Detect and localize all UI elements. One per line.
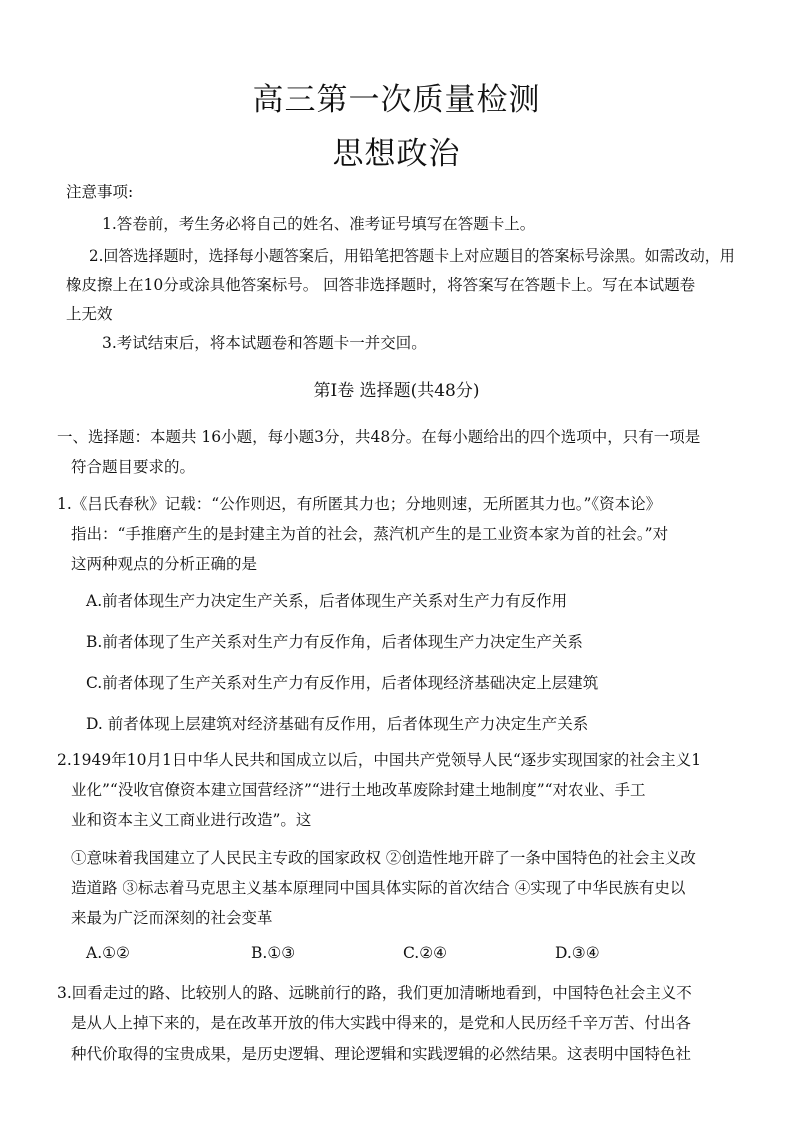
q2-option-c: C.②④ — [403, 944, 448, 962]
q2-option-d: D.③④ — [555, 944, 600, 962]
q2-line-2: 业化”“没收官僚资本建立国营经济”“进行土地改革废除封建土地制度”“对农业、手工 — [71, 781, 646, 799]
notice-item-1: 1.答卷前，考生务必将自己的姓名、准考证号填写在答题卡上。 — [102, 215, 536, 233]
q1-line-2: 指出：“手推磨产生的是封建主为首的社会，蒸汽机产生的是工业资本家为首的社会。”对 — [71, 525, 669, 543]
q2-option-a: A.①② — [86, 944, 130, 962]
notice-item-3: 3.考试结束后，将本试题卷和答题卡一并交回。 — [102, 334, 427, 352]
notice-item-2-line-3: 上无效 — [66, 305, 113, 323]
q1-line-1: 1.《吕氏春秋》记载：“公作则迟，有所匿其力也；分地则速，无所匿其力也。”《资本论》 — [57, 495, 662, 513]
notice-item-2-line-2: 橡皮擦上在10分或涂具他答案标号。 回答非选择题时，将答案写在答题卡上。写在本试题卷 — [66, 276, 696, 294]
q2-statement-line-2: 造道路 ③标志着马克思主义基本原理同中国具体实际的首次结合 ④实现了中华民族有史以 — [71, 879, 686, 897]
q1-option-a: A.前者体现生产力决定生产关系，后者体现生产关系对生产力有反作用 — [86, 592, 568, 610]
part1-line-1: 一、选择题：本题共 16小题，每小题3分，共48分。在每小题给出的四个选项中，只有一项是 — [57, 428, 701, 446]
exam-title: 高三第一次质量检测 — [252, 82, 541, 118]
q1-line-3: 这两种观点的分析正确的是 — [71, 555, 258, 573]
q2-statement-line-1: ①意味着我国建立了人民民主专政的国家政权 ②创造性地开辟了一条中国特色的社会主义改 — [71, 849, 696, 867]
notice-item-2-line-1: 2.回答选择题时，选择每小题答案后，用铅笔把答题卡上对应题目的答案标号涂黑。如需改动，用 — [89, 247, 735, 265]
q3-line-1: 3.回看走过的路、比较别人的路、远眺前行的路，我们更加清晰地看到，中国特色社会主义不 — [57, 984, 692, 1002]
q1-option-d: D. 前者体现上层建筑对经济基础有反作用，后者体现生产力决定生产关系 — [86, 715, 589, 733]
q3-line-3: 种代价取得的宝贵成果，是历史逻辑、理论逻辑和实践逻辑的必然结果。这表明中国特色社 — [71, 1045, 692, 1063]
q1-option-c: C.前者体现了生产关系对生产力有反作用，后者体现经济基础决定上层建筑 — [86, 674, 599, 692]
q3-line-2: 是从人上掉下来的，是在改革开放的伟大实践中得来的，是党和人民历经千辛万苦、付出各 — [71, 1014, 692, 1032]
q2-option-b: B.①③ — [251, 944, 296, 962]
notice-heading: 注意事项: — [66, 183, 134, 201]
q2-line-1: 2.1949年10月1日中华人民共和国成立以后，中国共产党领导人民“逐步实现国家的社会主义1 — [57, 751, 702, 769]
q1-option-b: B.前者体现了生产关系对生产力有反作角，后者体现生产力决定生产关系 — [86, 633, 583, 651]
q2-line-3: 业和资本主义工商业进行改造”。这 — [71, 811, 312, 829]
q2-statement-line-3: 来最为广泛而深刻的社会变革 — [71, 909, 273, 927]
section-title: 第Ⅰ卷 选择题(共48分) — [313, 381, 480, 401]
subject-title: 思想政治 — [332, 136, 461, 172]
part1-line-2: 符合题目要求的。 — [71, 458, 196, 476]
